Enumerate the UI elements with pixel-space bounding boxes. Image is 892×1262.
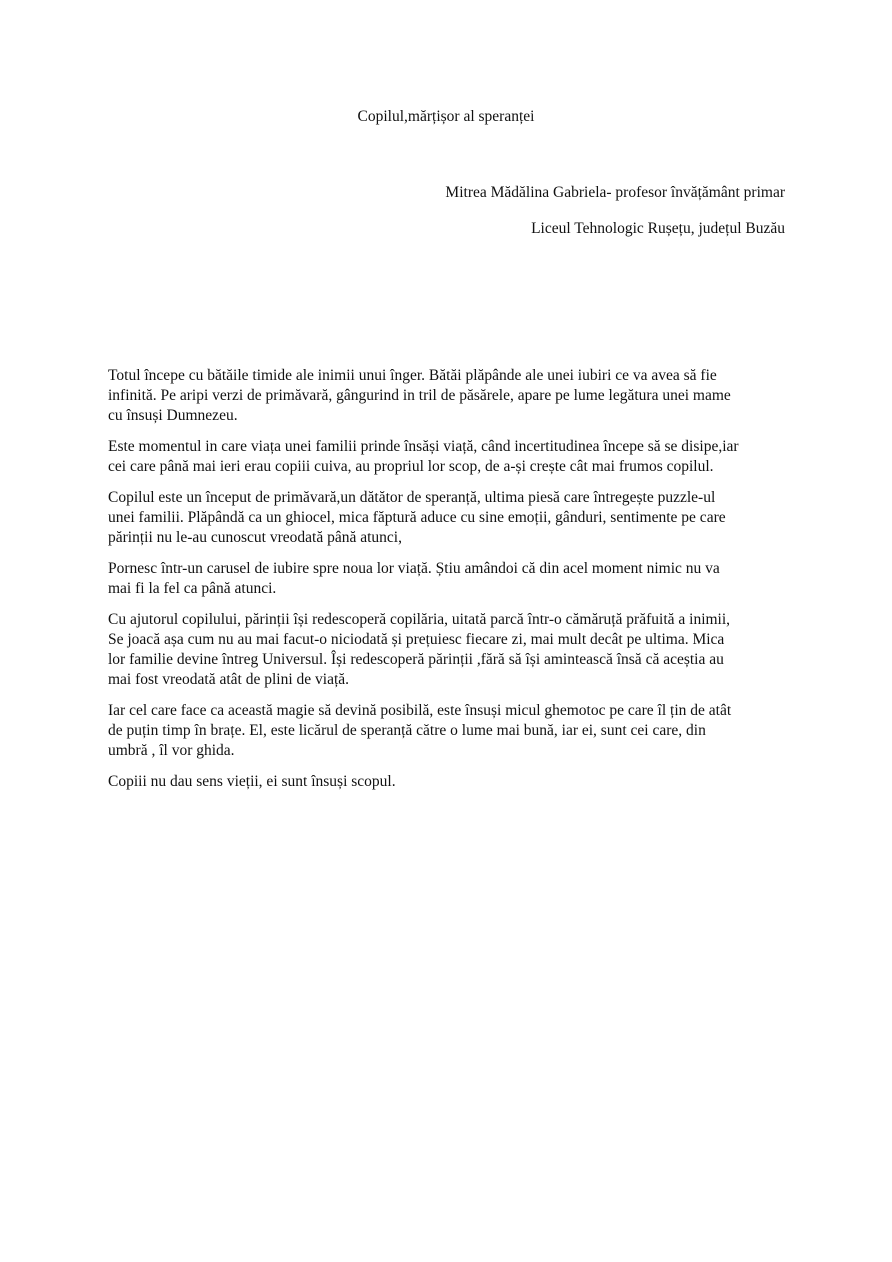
text-line: cu însuși Dumnezeu. xyxy=(108,407,238,424)
author-line: Mitrea Mădălina Gabriela- profesor învățământ primar xyxy=(445,184,785,201)
text-line: părinții nu le-au cunoscut vreodată până atunci, xyxy=(108,529,402,546)
text-line: umbră , îl vor ghida. xyxy=(108,742,235,759)
text-line: lor familie devine întreg Universul. Își redescoperă părinții ,fără să își amintească însă că aceștia au xyxy=(108,651,724,668)
paragraph xyxy=(108,610,798,690)
paragraph xyxy=(108,701,798,761)
text-line: Copiii nu dau sens vieții, ei sunt însuși scopul. xyxy=(108,773,396,790)
document-body xyxy=(108,366,798,803)
paragraph xyxy=(108,772,798,792)
text-line: Se joacă așa cum nu au mai facut-o niciodată și prețuiesc fiecare zi, mai mult decât pe ultima. Mica xyxy=(108,631,725,648)
paragraph xyxy=(108,437,798,477)
text-line: Copilul este un început de primăvară,un dătător de speranță, ultima piesă care întregește puzzle-ul xyxy=(108,489,716,506)
paragraph xyxy=(108,366,798,426)
text-line: mai fi la fel ca până atunci. xyxy=(108,580,277,597)
text-line: Iar cel care face ca această magie să devină posibilă, este însuși micul ghemotoc pe care îl țin de atât xyxy=(108,702,732,719)
text-line: mai fost vreodată atât de plini de viață. xyxy=(108,671,350,688)
document-title: Copilul,mărțișor al speranței xyxy=(357,108,535,125)
text-line: cei care până mai ieri erau copiii cuiva, au propriul lor scop, de a-și crește cât mai frumos copilul. xyxy=(108,458,714,475)
text-line: de puțin timp în brațe. El, este licărul de speranță către o lume mai bună, iar ei, sunt cei care, din xyxy=(108,722,706,739)
text-line: unei familii. Plăpândă ca un ghiocel, mica făptură aduce cu sine emoții, gânduri, sentimente pe care xyxy=(108,509,726,526)
text-line: Este momentul in care viața unei familii prinde însăși viață, când incertitudinea începe să se disipe,iar xyxy=(108,438,739,455)
paragraph xyxy=(108,488,798,548)
text-line: infinită. Pe aripi verzi de primăvară, gângurind in tril de păsărele, apare pe lume legătura unei mame xyxy=(108,387,731,404)
text-line: Totul începe cu bătăile timide ale inimii unui înger. Bătăi plăpânde ale unei iubiri ce va avea să fie xyxy=(108,367,717,384)
school-line: Liceul Tehnologic Rușețu, județul Buzău xyxy=(531,220,785,237)
text-line: Cu ajutorul copilului, părinții își redescoperă copilăria, uitată parcă într-o cămăruță prăfuită a inimii, xyxy=(108,611,731,628)
text-line: Pornesc într-un carusel de iubire spre noua lor viață. Știu amândoi că din acel moment nimic nu va xyxy=(108,560,720,577)
paragraph xyxy=(108,559,798,599)
